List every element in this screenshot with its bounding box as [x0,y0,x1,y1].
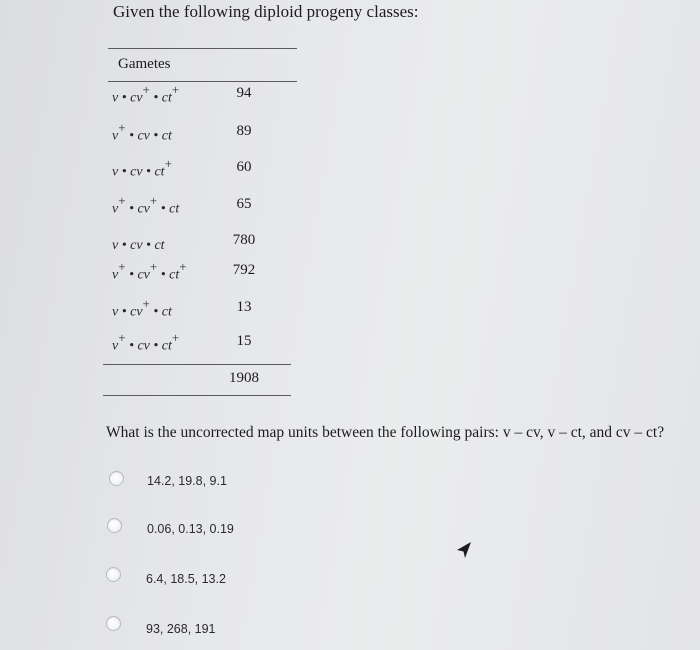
total-count: 1908 [229,370,259,386]
radio-button[interactable] [106,616,121,631]
genotype-cell: v+ • cv+ • ct [112,193,180,217]
genotype-cell: v • cv+ • ct [112,296,172,320]
table-header-rule [108,81,297,82]
answer-option[interactable] [0,517,700,541]
count-cell: 60 [236,159,252,175]
table-row [0,331,700,361]
answer-option[interactable] [0,615,700,639]
count-cell: 792 [232,262,256,278]
genotype-cell: v • cv • ct+ [112,156,172,180]
genotype-cell: v+ • cv+ • ct+ [112,259,187,283]
answer-option-label[interactable]: 14.2, 19.8, 9.1 [147,474,227,488]
genotype-cell: v • cv • ct [112,238,165,253]
table-row [0,83,700,113]
question-intro: Given the following diploid progeny classes: [113,2,419,21]
radio-button[interactable] [109,471,124,486]
mouse-pointer-icon [456,541,472,559]
radio-button[interactable] [107,518,122,533]
table-row [0,260,700,290]
table-row [0,230,700,260]
answer-option[interactable] [0,470,700,494]
question-text: What is the uncorrected map units between the following pairs: v – cv, v – ct, and cv – ct? [106,424,665,441]
count-cell: 94 [236,85,252,101]
answer-option-label[interactable]: 6.4, 18.5, 13.2 [146,572,226,586]
answer-option[interactable] [0,566,700,590]
table-top-rule [108,48,297,49]
table-bottom-rule [103,395,291,396]
answer-option-label[interactable]: 0.06, 0.13, 0.19 [147,522,234,536]
genotype-cell: v+ • cv • ct+ [112,330,180,354]
radio-button[interactable] [106,567,121,582]
count-cell: 13 [236,299,252,315]
genotype-cell: v • cv+ • ct+ [112,82,180,106]
count-cell: 780 [232,232,256,248]
table-row [0,157,700,187]
gametes-header: Gametes [118,56,171,72]
table-total-rule [103,364,291,365]
count-cell: 15 [236,333,252,349]
count-cell: 65 [236,196,252,212]
table-row [0,297,700,327]
genotype-cell: v+ • cv • ct [112,120,172,144]
answer-option-label[interactable]: 93, 268, 191 [146,622,216,636]
table-row [0,121,700,151]
table-row [0,194,700,224]
count-cell: 89 [236,123,252,139]
